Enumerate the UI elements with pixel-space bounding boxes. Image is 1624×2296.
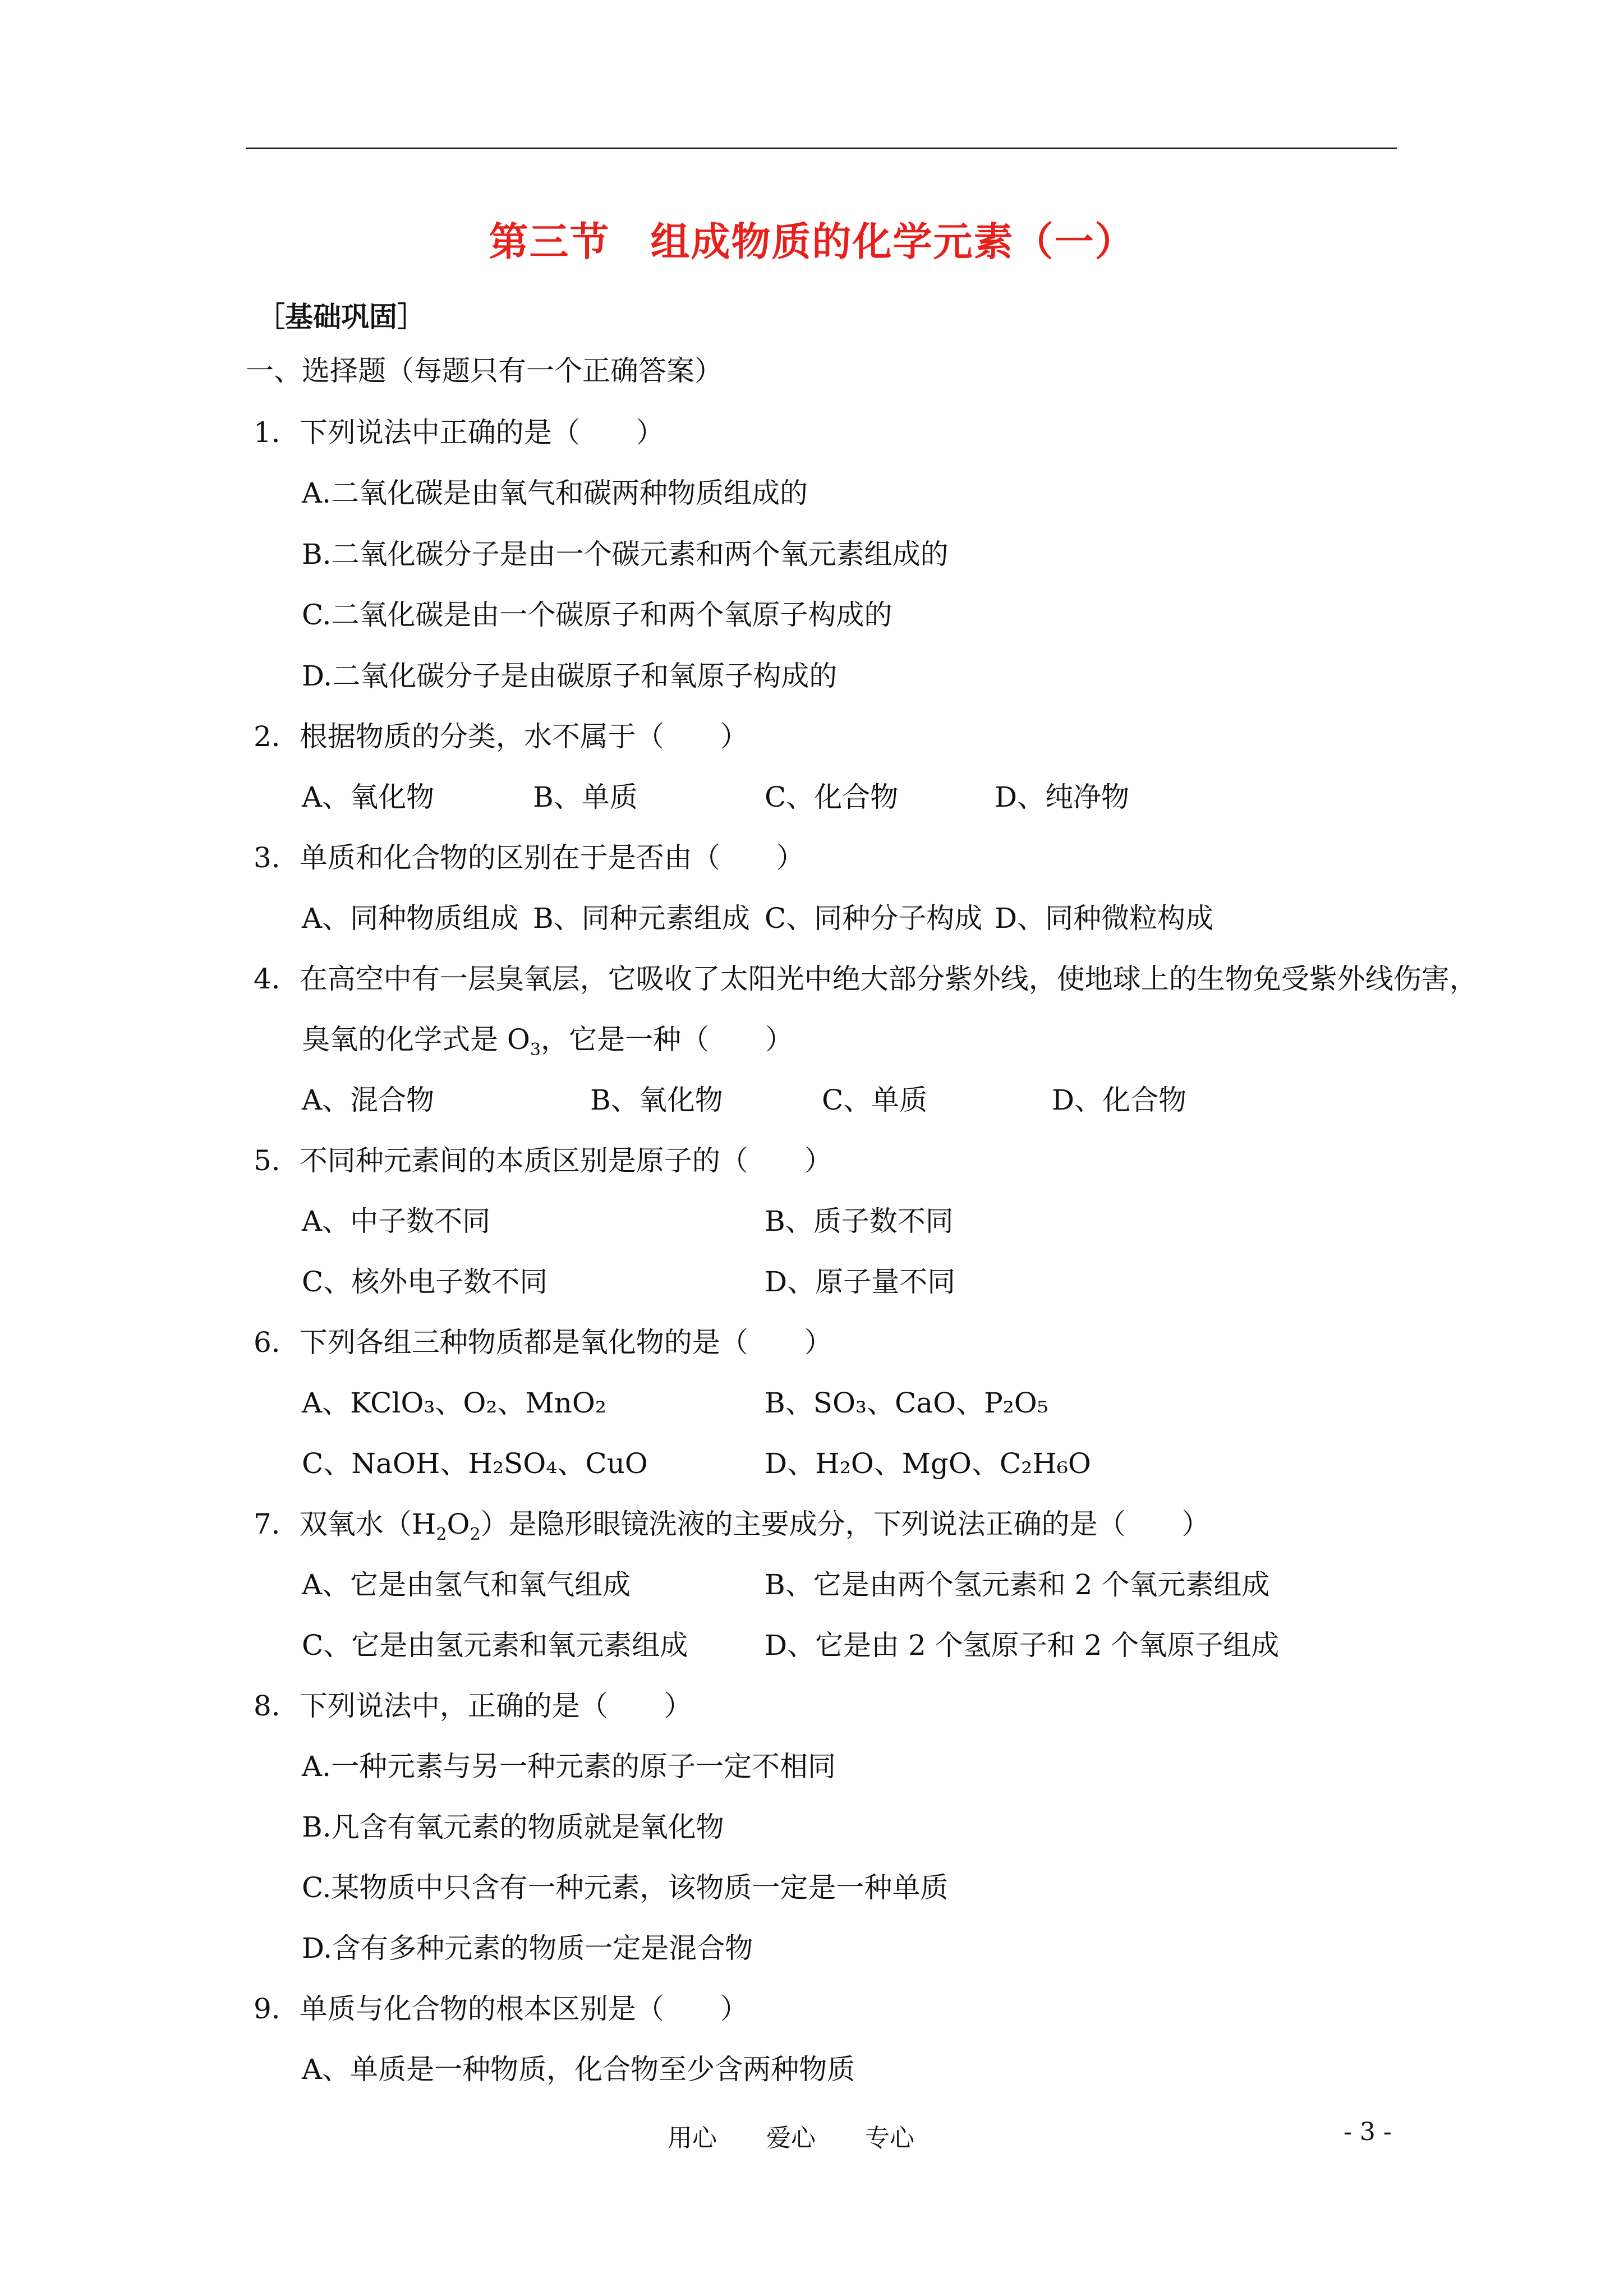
question-3-option-d: D、同种微粒构成 <box>995 902 1214 935</box>
question-6-option-c: C、NaOH、H₂SO₄、CuO <box>302 1447 648 1480</box>
question-1-option-d: D.二氧化碳分子是由碳原子和氧原子构成的 <box>302 660 838 692</box>
question-1-option-b: B.二氧化碳分子是由一个碳元素和两个氧元素组成的 <box>302 538 949 570</box>
question-4-option-d: D、化合物 <box>1052 1084 1187 1116</box>
question-3-option-b: B、同种元素组成 <box>533 902 750 935</box>
question-7-stem: 7．双氧水$(H_2O_2)$是隐形眼镜洗液的主要成分，下列说法正确的是（ ） <box>254 1508 1210 1544</box>
page-number: - 3 - <box>1344 2118 1392 2146</box>
question-3-option-a: A、同种物质组成 <box>302 902 519 935</box>
question-3-option-c: C、同种分子构成 <box>765 902 983 935</box>
question-2-stem: 2．根据物质的分类，水不属于（ ） <box>254 720 748 753</box>
question-9-stem: 9．单质与化合物的根本区别是（ ） <box>254 1993 748 2025</box>
question-6-option-b: B、SO₃、CaO、P₂O₅ <box>765 1387 1048 1419</box>
question-7-option-d: D、它是由 2 个氢原子和 2 个氧原子组成 <box>765 1629 1280 1662</box>
question-4-stem-line2: 臭氧的化学式是 $O_3$，它是一种（ ） <box>302 1023 793 1060</box>
question-6-option-d: D、H₂O、MgO、C₂H₆O <box>765 1447 1091 1480</box>
page-title: 第三节 组成物质的化学元素（一） <box>489 218 1135 265</box>
question-8-option-a: A.一种元素与另一种元素的原子一定不相同 <box>302 1750 836 1783</box>
question-5-option-b: B、质子数不同 <box>765 1205 954 1237</box>
question-8-option-b: B.凡含有氧元素的物质就是氧化物 <box>302 1811 724 1843</box>
footer-slogan: 用心 爱心 专心 <box>668 2124 914 2152</box>
question-2-option-d: D、纯净物 <box>995 781 1130 813</box>
question-2-option-b: B、单质 <box>533 781 638 813</box>
question-2-option-c: C、化合物 <box>765 781 899 813</box>
question-5-option-a: A、中子数不同 <box>302 1205 491 1237</box>
question-7-option-b: B、它是由两个氢元素和 2 个氧元素组成 <box>765 1568 1270 1601</box>
question-4-option-c: C、单质 <box>822 1084 928 1116</box>
section-heading: ［基础巩固］ <box>257 300 425 333</box>
question-8-option-c: C.某物质中只含有一种元素，该物质一定是一种单质 <box>302 1871 949 1904</box>
question-7-option-c: C、它是由氢元素和氧元素组成 <box>302 1629 688 1662</box>
question-1-stem: 1．下列说法中正确的是（ ） <box>254 416 664 449</box>
question-1-option-a: A.二氧化碳是由氧气和碳两种物质组成的 <box>302 477 808 509</box>
question-5-option-c: C、核外电子数不同 <box>302 1266 548 1298</box>
question-5-stem: 5．不同种元素间的本质区别是原子的（ ） <box>254 1144 832 1177</box>
question-6-stem: 6．下列各组三种物质都是氧化物的是（ ） <box>254 1326 832 1359</box>
question-8-option-d: D.含有多种元素的物质一定是混合物 <box>302 1932 753 1964</box>
question-9-option-a: A、单质是一种物质，化合物至少含两种物质 <box>302 2053 855 2086</box>
question-6-option-a: A、KClO₃、O₂、MnO₂ <box>302 1387 606 1419</box>
question-5-option-d: D、原子量不同 <box>765 1266 956 1298</box>
question-7-option-a: A、它是由氢气和氧气组成 <box>302 1568 631 1601</box>
question-8-stem: 8．下列说法中，正确的是（ ） <box>254 1690 692 1722</box>
question-2-option-a: A、氧化物 <box>302 781 435 813</box>
part-heading: 一、选择题（每题只有一个正确答案） <box>246 355 723 387</box>
header-rule <box>246 148 1397 149</box>
question-4-stem-line1: 4．在高空中有一层臭氧层，它吸收了太阳光中绝大部分紫外线，使地球上的生物免受紫外线伤害， <box>254 963 1478 995</box>
question-4-option-b: B、氧化物 <box>590 1084 723 1116</box>
question-1-option-c: C.二氧化碳是由一个碳原子和两个氧原子构成的 <box>302 599 892 631</box>
question-4-option-a: A、混合物 <box>302 1084 435 1116</box>
question-3-stem: 3．单质和化合物的区别在于是否由（ ） <box>254 841 804 874</box>
